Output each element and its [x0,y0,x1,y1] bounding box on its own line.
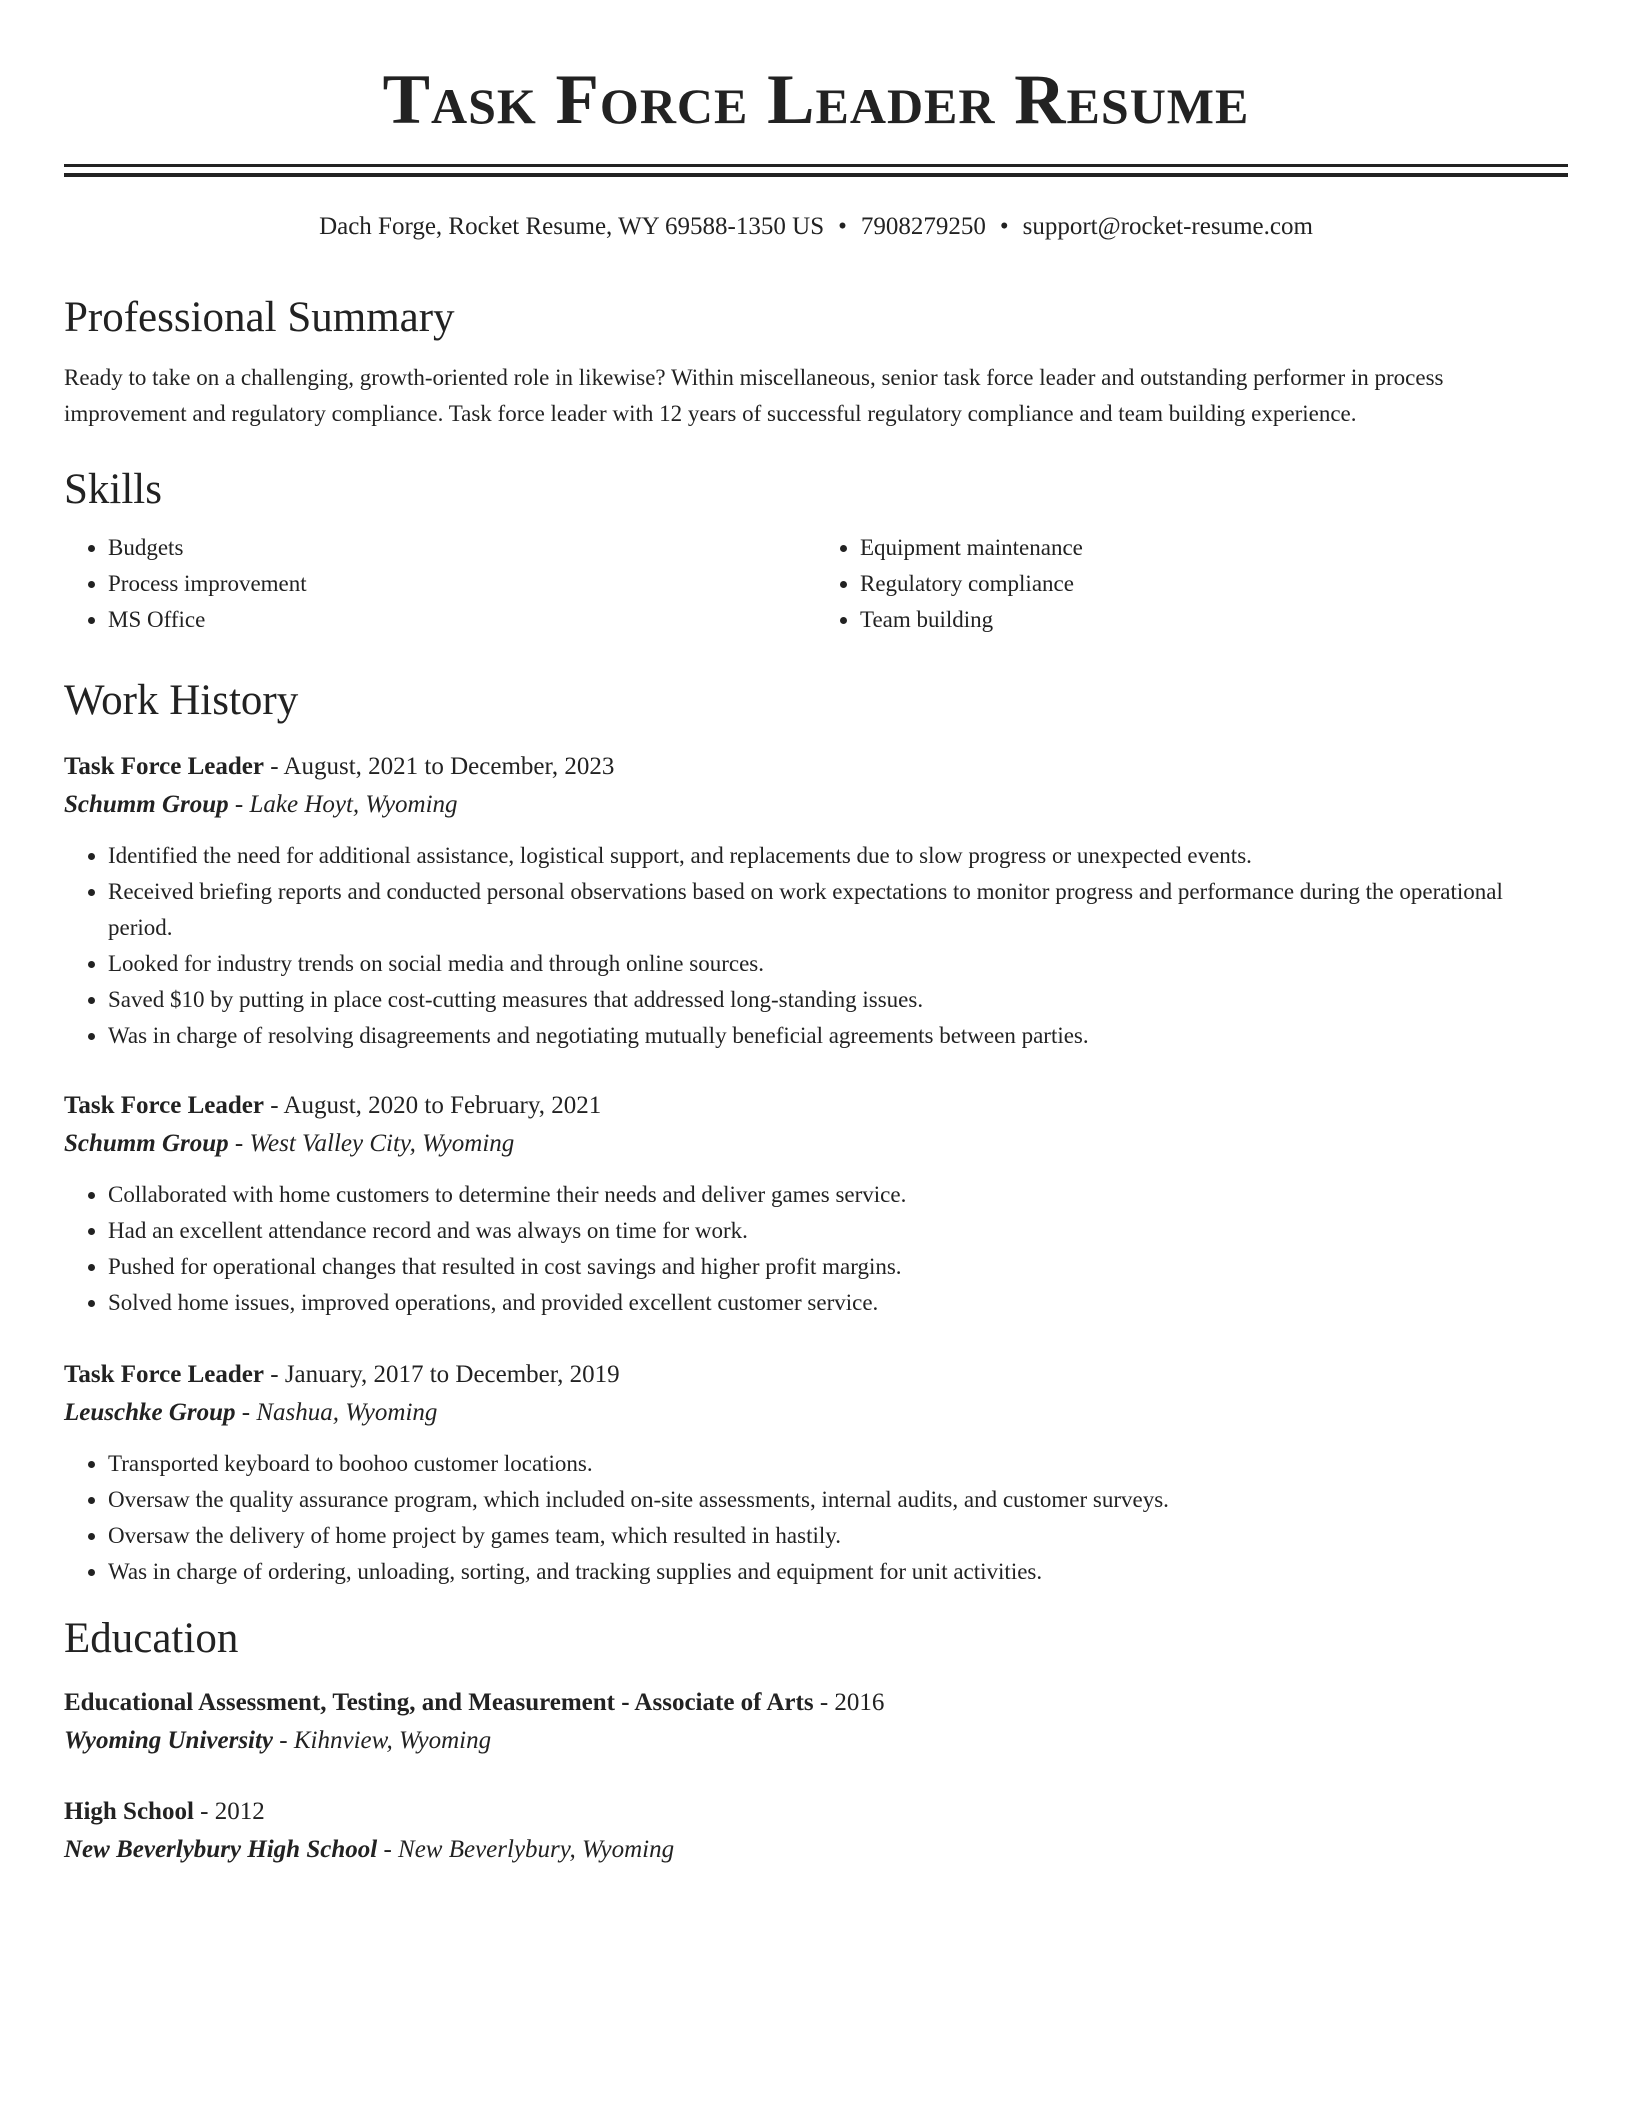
job-bullets [64,838,1568,1054]
summary-section [64,290,1568,432]
education-year: 2012 [214,1798,265,1825]
education-school-line: New Beverlybury High School - New Beverlybury, Wyoming [64,1836,675,1863]
education-degree-line: High School - 2012 [64,1798,265,1825]
resume-title: Task Force Leader Resume [382,61,1250,139]
contact-line [64,209,1568,245]
summary-heading: Professional Summary [64,294,455,341]
job-dates: August, 2020 to February, 2021 [283,1092,602,1119]
education-degree-line: Educational Assessment, Testing, and Measurement - Associate of Arts - 2016 [64,1689,885,1716]
job-company: Schumm Group [64,1130,229,1157]
job-title-line: Task Force Leader - August, 2021 to December, 2023 [64,753,615,780]
job-bullet: • Had an excellent attendance record and was always on time for work. [108,1213,1568,1249]
job-bullet: • Oversaw the quality assurance program, which included on-site assessments, internal audits, and customer surveys. [108,1482,1568,1518]
job-location: Nashua, Wyoming [256,1399,438,1426]
contact-email: support@rocket-resume.com [1022,213,1313,240]
job-title-line: Task Force Leader - January, 2017 to December, 2019 [64,1361,620,1388]
contact-separator: • [838,213,847,240]
skills-list-right [816,530,1568,638]
skill-item: • Process improvement [108,566,816,602]
education-location: New Beverlybury, Wyoming [398,1836,675,1863]
skills-list-left [64,530,816,638]
education-location: Kihnview, Wyoming [293,1727,492,1754]
job-bullet: • Was in charge of ordering, unloading, sorting, and tracking supplies and equipment for unit activities. [108,1554,1568,1590]
job-bullet: • Looked for industry trends on social media and through online sources. [108,946,1568,982]
job-company-line: Schumm Group - Lake Hoyt, Wyoming [64,791,458,818]
job-company: Schumm Group [64,791,229,818]
education-year: 2016 [834,1689,885,1716]
skills-section [64,462,1568,638]
job-bullet: • Transported keyboard to boohoo customer locations. [108,1446,1568,1482]
work-history-heading: Work History [64,677,299,724]
contact-phone: 7908279250 [860,213,986,240]
job-company-line: Schumm Group - West Valley City, Wyoming [64,1130,515,1157]
job-bullet: • Received briefing reports and conducted personal observations based on work expectations to monitor progress and performance during the operational period. [108,874,1568,946]
education-degree: High School [64,1798,194,1825]
job-bullet: • Pushed for operational changes that resulted in cost savings and higher profit margins. [108,1249,1568,1285]
job-entry [64,1356,1568,1590]
skill-item: • Regulatory compliance [860,566,1568,602]
skills-heading: Skills [64,466,162,513]
summary-text: Ready to take on a challenging, growth-oriented role in likewise? Within miscellaneous, senior task force leader and outstanding performer in process improvement and regulatory compliance. Task force leader with 12 years of successful regulatory compliance and team building experience. [64,365,1444,426]
job-bullet: • Was in charge of resolving disagreements and negotiating mutually beneficial agreements between parties. [108,1018,1568,1054]
job-dates: January, 2017 to December, 2019 [284,1361,620,1388]
contact-address: Dach Forge, Rocket Resume, WY 69588-1350 US [319,213,825,240]
job-bullet: • Collaborated with home customers to determine their needs and deliver games service. [108,1177,1568,1213]
title-divider-bottom [64,173,1568,177]
skills-columns [64,530,1568,638]
education-entry [64,1684,1568,1760]
job-bullet: • Saved $10 by putting in place cost-cutting measures that addressed long-standing issues. [108,982,1568,1018]
education-entry [64,1793,1568,1869]
title-divider-top [64,164,1568,167]
education-school-line: Wyoming University - Kihnview, Wyoming [64,1727,492,1754]
education-degree: Educational Assessment, Testing, and Measurement - Associate of Arts [64,1689,814,1716]
job-title-line: Task Force Leader - August, 2020 to February, 2021 [64,1092,602,1119]
job-bullets [64,1177,1568,1321]
job-bullets [64,1446,1568,1590]
job-location: West Valley City, Wyoming [249,1130,515,1157]
skill-item: • Team building [860,602,1568,638]
job-dates: August, 2021 to December, 2023 [283,753,615,780]
job-bullet: • Oversaw the delivery of home project by games team, which resulted in hastily. [108,1518,1568,1554]
skill-item: • MS Office [108,602,816,638]
education-school: Wyoming University [64,1727,274,1754]
skill-item: • Budgets [108,530,816,566]
education-section [64,1611,1568,1667]
job-title: Task Force Leader [64,1092,264,1119]
job-location: Lake Hoyt, Wyoming [249,791,458,818]
job-title: Task Force Leader [64,753,264,780]
work-history-section [64,673,1568,729]
job-bullet: • Solved home issues, improved operations, and provided excellent customer service. [108,1285,1568,1321]
job-company: Leuschke Group [64,1399,236,1426]
education-heading: Education [64,1615,239,1662]
education-school: New Beverlybury High School [64,1836,378,1863]
contact-separator: • [999,213,1009,240]
job-bullet: • Identified the need for additional assistance, logistical support, and replacements due to slow progress or unexpected events. [108,838,1568,874]
job-title: Task Force Leader [64,1361,264,1388]
job-entry [64,748,1568,1054]
job-company-line: Leuschke Group - Nashua, Wyoming [64,1399,438,1426]
skill-item: • Equipment maintenance [860,530,1568,566]
job-entry [64,1087,1568,1321]
